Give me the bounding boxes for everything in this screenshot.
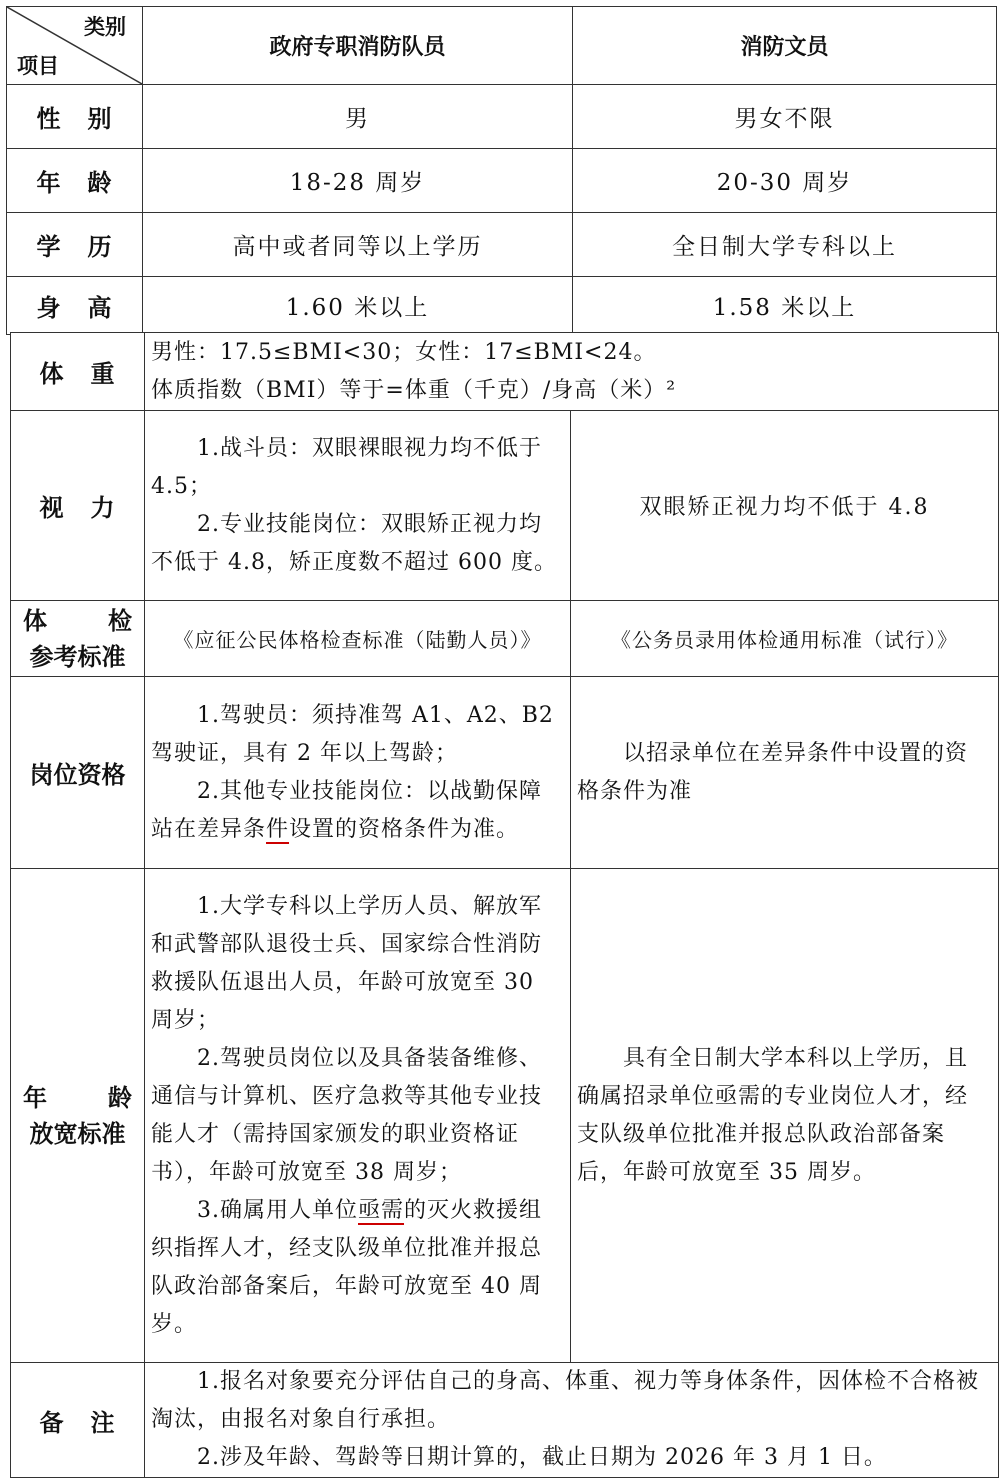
item-label: 项目 [17, 54, 59, 78]
row-label-remarks: 备 注 [11, 1363, 145, 1478]
table-row-age [7, 149, 997, 213]
education-clerk: 全日制大学专科以上 [573, 213, 997, 277]
qualification-firefighter [145, 677, 571, 869]
remark-1: 1.报名对象要充分评估自己的身高、体重、视力等身体条件，因体检不合格被淘汰，由报名对象自行承担。 [151, 1369, 979, 1432]
weight-bmi-range: 男性：17.5≤BMI<30；女性：17≤BMI<24。 [151, 339, 657, 365]
column-header-clerk: 消防文员 [573, 7, 997, 85]
exam-standard-firefighter: 《应征公民体格检查标准（陆勤人员）》 [145, 601, 571, 677]
vision-technical: 2.专业技能岗位：双眼矫正视力均不低于 4.8，矫正度数不超过 600 度。 [151, 511, 557, 575]
gender-clerk: 男女不限 [573, 85, 997, 149]
row-label-age-relax: 年 龄 放宽标准 [11, 869, 145, 1363]
table-row-age-relax [11, 869, 999, 1363]
vision-combatant: 1.战斗员：双眼裸眼视力均不低于 4.5； [151, 435, 542, 499]
row-label-qualification: 岗位资格 [11, 677, 145, 869]
row-label-weight: 体 重 [11, 333, 145, 411]
column-header-firefighter: 政府专职消防队员 [143, 7, 573, 85]
exam-standard-clerk: 《公务员录用体检通用标准（试行）》 [571, 601, 999, 677]
age-relax-item-1: 1.大学专科以上学历人员、解放军和武警部队退役士兵、国家综合性消防救援队伍退出人员，年龄可放宽至 30 周岁； [151, 893, 543, 1033]
age-relax-item-2: 2.驾驶员岗位以及具备装备维修、通信与计算机、医疗急救等其他专业技能人才（需持国家颁发的职业资格证书），年龄可放宽至 38 周岁； [151, 1045, 543, 1185]
category-label: 类别 [84, 15, 126, 39]
row-label-education: 学 历 [7, 213, 143, 277]
table-row-gender [7, 85, 997, 149]
qualification-driver: 1.驾驶员：须持准驾 A1、A2、B2 驾驶证，具有 2 年以上驾龄； [151, 702, 554, 766]
header-diagonal-cell [7, 7, 143, 85]
vision-firefighter [145, 411, 571, 601]
requirements-table-bottom [10, 332, 999, 1478]
header-row [7, 7, 997, 85]
row-label-gender: 性 别 [7, 85, 143, 149]
age-clerk: 20-30 周岁 [573, 149, 997, 213]
table-row-exam-standard [11, 601, 999, 677]
table-row-remarks [11, 1363, 999, 1478]
qualification-technical: 2.其他专业技能岗位：以战勤保障站在差异条件设置的资格条件为准。 [151, 778, 542, 842]
height-firefighter: 1.60 米以上 [143, 277, 573, 335]
table-row-education [7, 213, 997, 277]
weight-bmi-formula: 体质指数（BMI）等于=体重（千克）/身高（米）² [151, 377, 677, 403]
requirements-table-top [6, 6, 997, 335]
age-firefighter: 18-28 周岁 [143, 149, 573, 213]
vision-clerk: 双眼矫正视力均不低于 4.8 [571, 411, 999, 601]
table-row-height [7, 277, 997, 335]
gender-firefighter: 男 [143, 85, 573, 149]
table-row-weight [11, 333, 999, 411]
age-relax-clerk: 具有全日制大学本科以上学历，且确属招录单位亟需的专业岗位人才，经支队级单位批准并报总队政治部备案后，年龄可放宽至 35 周岁。 [571, 869, 999, 1363]
weight-requirement [145, 333, 999, 411]
row-label-height: 身 高 [7, 277, 143, 335]
row-label-vision: 视 力 [11, 411, 145, 601]
table-row-vision [11, 411, 999, 601]
height-clerk: 1.58 米以上 [573, 277, 997, 335]
age-relax-firefighter [145, 869, 571, 1363]
row-label-exam-standard: 体 检 参考标准 [11, 601, 145, 677]
table-row-qualification [11, 677, 999, 869]
qualification-clerk: 以招录单位在差异条件中设置的资格条件为准 [571, 677, 999, 869]
remark-2: 2.涉及年龄、驾龄等日期计算的，截止日期为 2026 年 3 月 1 日。 [197, 1445, 887, 1470]
age-relax-item-3: 3.确属用人单位亟需的灭火救援组织指挥人才，经支队级单位批准并报总队政治部备案后，年龄可放宽至 40 周岁。 [151, 1197, 543, 1337]
remarks-content [145, 1363, 999, 1478]
row-label-age: 年 龄 [7, 149, 143, 213]
education-firefighter: 高中或者同等以上学历 [143, 213, 573, 277]
